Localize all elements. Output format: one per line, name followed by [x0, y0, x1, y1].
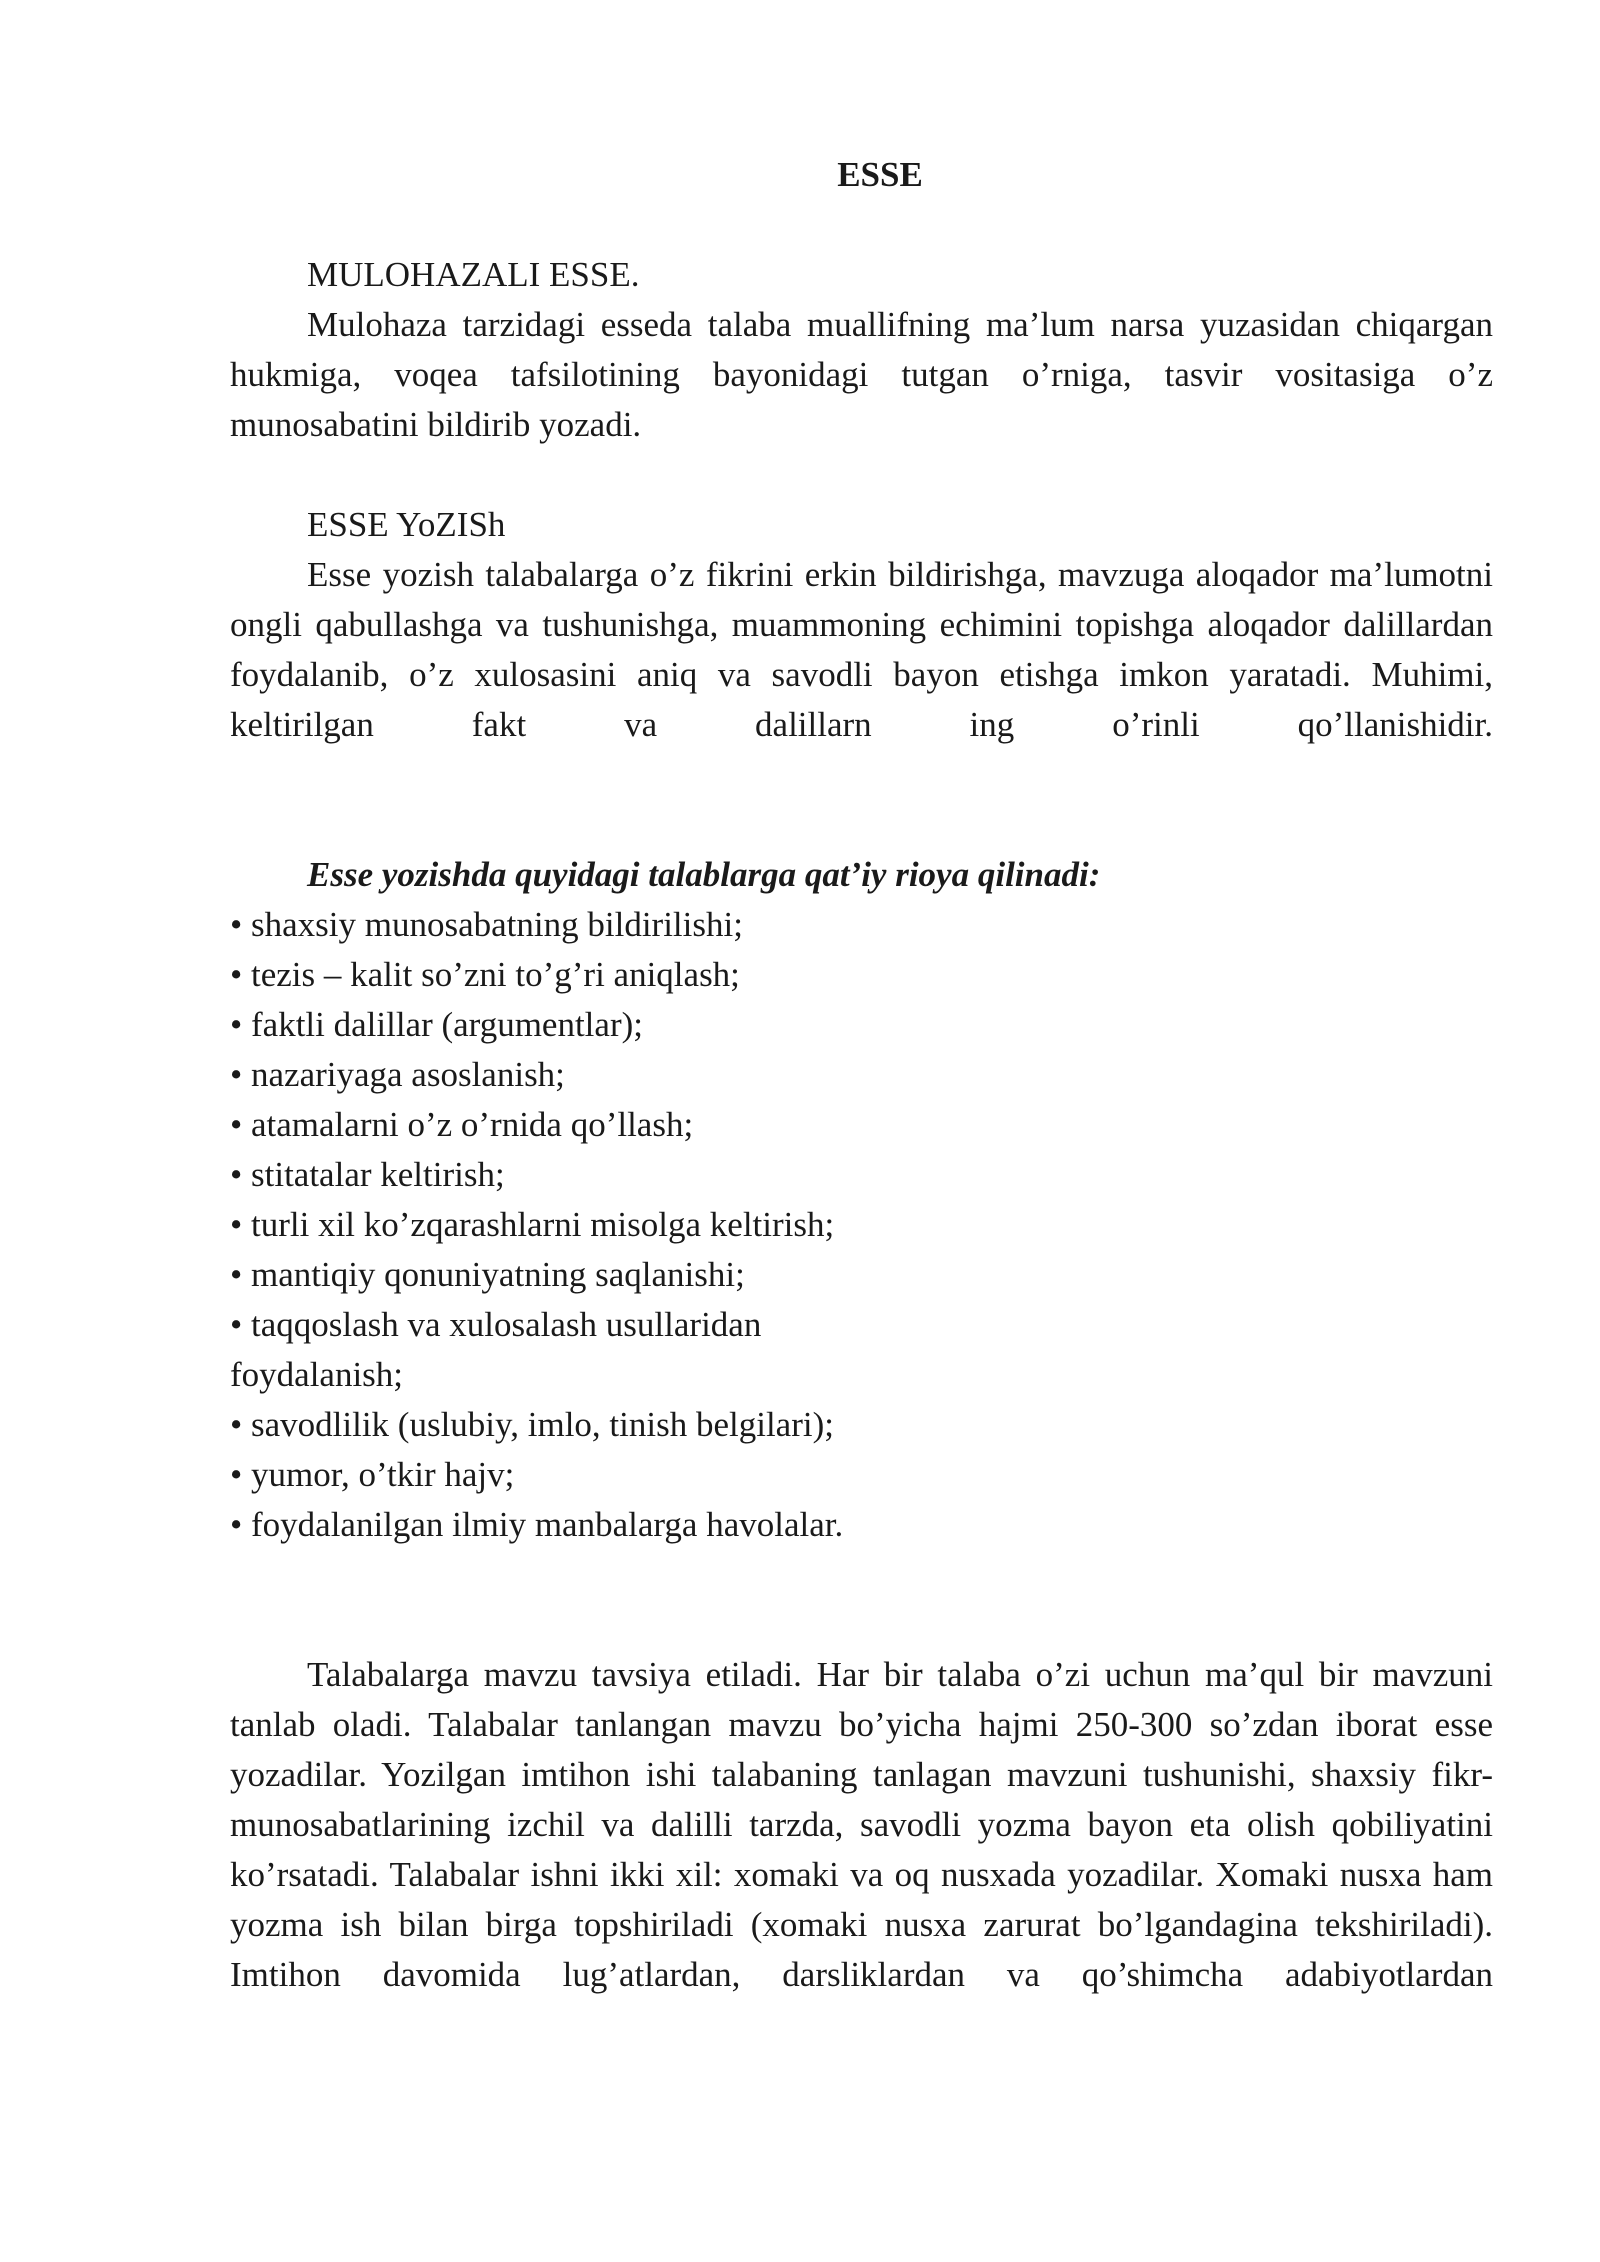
section-esse-yozish [230, 500, 1493, 750]
section-heading: ESSE YoZISh [307, 505, 506, 544]
list-item: • taqqoslash va xulosalash usullaridan [230, 1305, 762, 1344]
list-item: • faktli dalillar (argumentlar); [230, 1005, 643, 1044]
list-item: foydalanish; [230, 1355, 404, 1394]
section-exam-procedure [230, 1650, 1493, 2000]
section-heading: MULOHAZALI ESSE. [307, 255, 640, 294]
section-mulohazali-esse [230, 250, 1493, 450]
page-title: ESSE [837, 155, 923, 194]
requirements-heading: Esse yozishda quyidagi talablarga qat’iy rioya qilinadi: [307, 855, 1101, 894]
list-item: • tezis – kalit so’zni to’g’ri aniqlash; [230, 955, 740, 994]
section-requirements [230, 850, 1493, 1550]
list-item: • stitatalar keltirish; [230, 1155, 505, 1194]
section-paragraph: Talabalarga mavzu tavsiya etiladi. Har bir talaba o’zi uchun ma’qul bir mavzuni tanlab oladi. Talabalar tanlangan mavzu bo’yicha hajmi 250-300 so’zdan iborat esse yozadilar. Yozilgan imtihon ishi talabaning tanlagan mavzuni tushunishi, shaxsiy fikr-munosabatlarining izchil va dalilli tarzda, savodli yozma bayon eta olish qobiliyatini ko’rsatadi. Talabalar ishni ikki xil: xomaki va oq nusxada yozadilar. Xomaki nusxa ham yozma ish bilan birga topshiriladi (xomaki nusxa zarurat bo’lgandagina tekshiriladi). Imtihon davomida lug’atlardan, darsliklardan va qo’shimcha adabiyotlardan [230, 1655, 1493, 1994]
list-item: • foydalanilgan ilmiy manbalarga havolalar. [230, 1505, 844, 1544]
requirements-list [230, 900, 1493, 1550]
section-paragraph: Esse yozish talabalarga o’z fikrini erkin bildirishga, mavzuga aloqador ma’lumotni ongli qabullashga va tushunishga, muammoning echimini topishga aloqador dalillardan foydalanib, o’z xulosasini aniq va savodli bayon etishga imkon yaratadi. Muhimi, keltirilgan fakt va dalillarn ing o’rinli qo’llanishidir. [230, 555, 1493, 744]
list-item: • shaxsiy munosabatning bildirilishi; [230, 905, 743, 944]
list-item: • yumor, o’tkir hajv; [230, 1455, 515, 1494]
list-item: • mantiqiy qonuniyatning saqlanishi; [230, 1255, 745, 1294]
list-item: • nazariyaga asoslanish; [230, 1055, 565, 1094]
list-item: • savodlilik (uslubiy, imlo, tinish belgilari); [230, 1405, 834, 1444]
list-item: • atamalarni o’z o’rnida qo’llash; [230, 1105, 694, 1144]
section-paragraph: Mulohaza tarzidagi esseda talaba muallifning ma’lum narsa yuzasidan chiqargan hukmiga, voqea tafsilotining bayonidagi tutgan o’rniga, tasvir vositasiga o’z munosabatini bildirib yozadi. [230, 305, 1493, 444]
list-item: • turli xil ko’zqarashlarni misolga keltirish; [230, 1205, 835, 1244]
